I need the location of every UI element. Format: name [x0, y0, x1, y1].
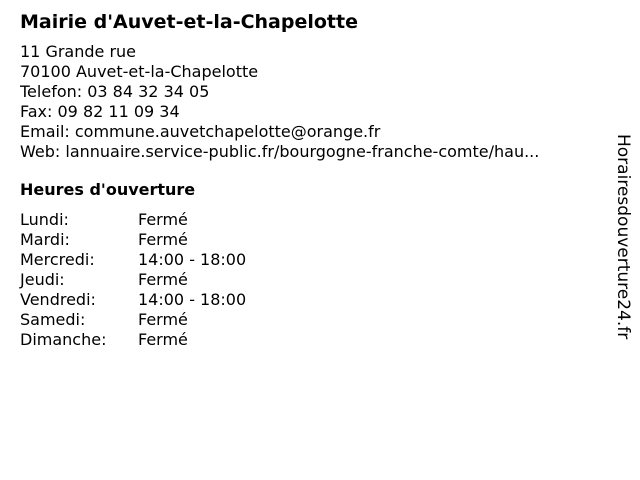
day-label: Jeudi: — [20, 270, 65, 289]
hours-row-friday — [20, 290, 600, 310]
hours-value: Fermé — [138, 230, 188, 249]
web-row — [20, 142, 600, 162]
email-link[interactable]: commune.auvetchapelotte@orange.fr — [74, 122, 381, 141]
listing-card — [20, 10, 600, 350]
day-label: Dimanche: — [20, 330, 107, 349]
phone-label: Telefon: — [20, 82, 83, 101]
hours-value: 14:00 - 18:00 — [138, 250, 247, 269]
web-label: Web: — [20, 142, 61, 161]
site-watermark: Horairesdouverture24.fr — [613, 134, 633, 340]
hours-row-saturday — [20, 310, 600, 330]
phone-value[interactable]: 03 84 32 34 05 — [87, 82, 210, 101]
hours-value: Fermé — [138, 270, 188, 289]
fax-value: 09 82 11 09 34 — [57, 102, 180, 121]
day-label: Lundi: — [20, 210, 69, 229]
opening-hours-heading: Heures d'ouverture — [20, 180, 196, 199]
hours-value: 14:00 - 18:00 — [138, 290, 247, 309]
website-link[interactable]: lannuaire.service-public.fr/bourgogne-franche-comte/hau... — [65, 142, 540, 161]
fax-label: Fax: — [20, 102, 53, 121]
email-label: Email: — [20, 122, 70, 141]
day-label: Mardi: — [20, 230, 70, 249]
phone-row — [20, 82, 600, 102]
email-row — [20, 122, 600, 142]
hours-row-monday — [20, 210, 600, 230]
day-label: Samedi: — [20, 310, 86, 329]
day-label: Mercredi: — [20, 250, 95, 269]
day-label: Vendredi: — [20, 290, 96, 309]
hours-value: Fermé — [138, 330, 188, 349]
hours-row-wednesday — [20, 250, 600, 270]
hours-value: Fermé — [138, 310, 188, 329]
hours-value: Fermé — [138, 210, 188, 229]
address-line-2: 70100 Auvet-et-la-Chapelotte — [20, 62, 259, 81]
fax-row — [20, 102, 600, 122]
hours-row-tuesday — [20, 230, 600, 250]
address-line-1: 11 Grande rue — [20, 42, 137, 61]
opening-hours-table — [20, 210, 600, 350]
hours-row-thursday — [20, 270, 600, 290]
hours-row-sunday — [20, 330, 600, 350]
listing-title: Mairie d'Auvet-et-la-Chapelotte — [20, 11, 358, 33]
